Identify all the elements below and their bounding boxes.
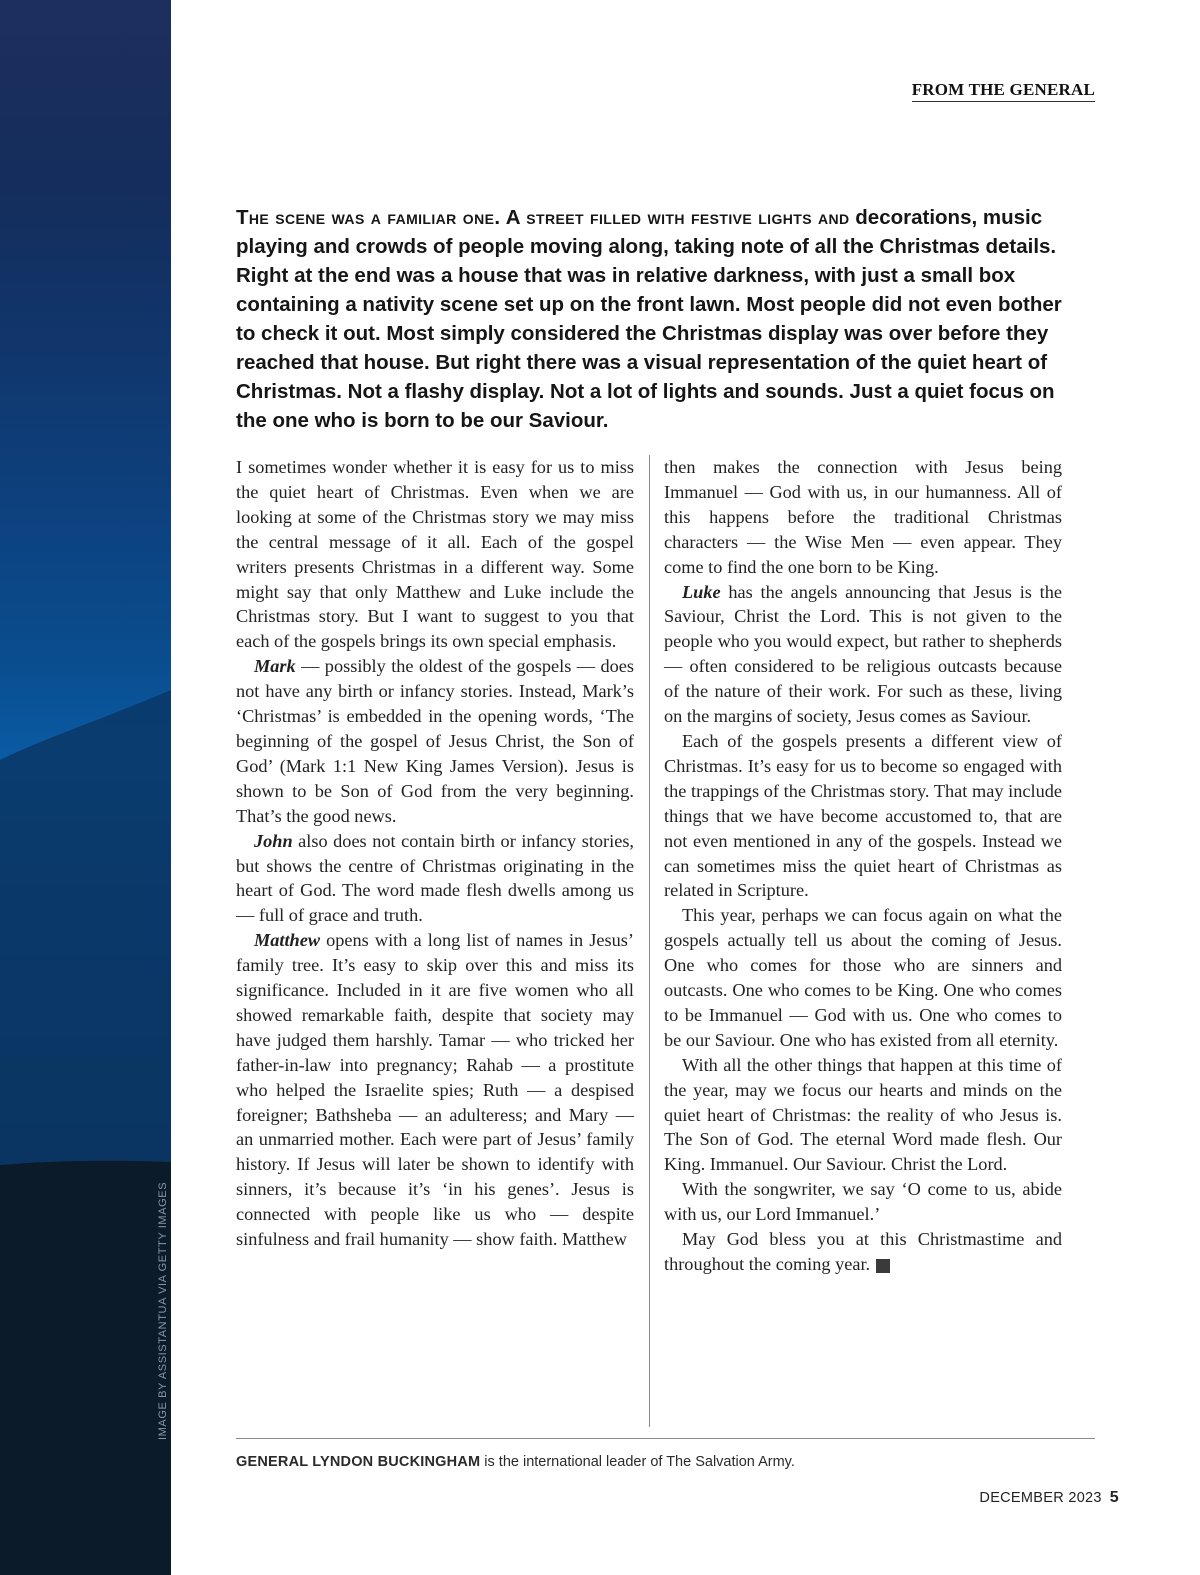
- gospel-name-luke: Luke: [682, 581, 721, 602]
- author-bio: [236, 1454, 795, 1470]
- gospel-name-matthew: Matthew: [254, 930, 321, 951]
- paragraph-john: [236, 829, 634, 929]
- salvation-army-logo-icon: ✦: [876, 1259, 890, 1273]
- paragraph-luke-text: has the angels announcing that Jesus is the Saviour, Christ the Lord. This is not given to the people who you would expect, but rather to shepherds — often considered to be religious outcasts because of the nature of their work. For such as these, living on the margins of society, Jesus comes as Saviour.: [664, 581, 1062, 727]
- paragraph-mark: [236, 654, 634, 828]
- section-label: FROM THE GENERAL: [912, 80, 1095, 102]
- paragraph-matthew-text: opens with a long list of names in Jesus’ family tree. It’s easy to skip over this and miss its significance. Included in it are five women who all showed remarkable faith, despite that society may have judged them harshly. Tamar — who tricked her father-in-law into pregnancy; Rahab — a prostitute who helped the Israelite spies; Ruth — a despised foreigner; Bathsheba — an adulteress; and Mary — an unmarried mother. Each were part of Jesus’ family history. If Jesus will later be shown to identify with sinners, it’s because it’s ‘in his genes’. Jesus is connected with people like us who — despite sinfulness and frail humanity — show faith. Matthew: [236, 930, 634, 1250]
- paragraph-9: With all the other things that happen at this time of the year, may we focus our hearts and minds on the quiet heart of Christmas: the reality of who Jesus is. The Son of God. The eternal Word made flesh. Our King. Immanuel. Our Saviour. Christ the Lord.: [664, 1054, 1062, 1175]
- article-body: [236, 455, 1064, 1427]
- lead-paragraph: [236, 203, 1066, 435]
- paragraph-11: [664, 1227, 1062, 1277]
- page-footer: [979, 1489, 1119, 1507]
- gospel-name-john: John: [254, 830, 293, 851]
- paragraph-matthew-continued: then makes the connection with Jesus being Immanuel — God with us, in our humanness. All of this happens before the traditional Christmas characters — the Wise Men — even appear. They come to find the one born to be King.: [664, 457, 1062, 577]
- issue-date: DECEMBER 2023: [979, 1490, 1102, 1506]
- paragraph-mark-text: — possibly the oldest of the gospels — does not have any birth or infancy stories. Instead, Mark’s ‘Christmas’ is embedded in the opening words, ‘The beginning of the gospel of Jesus Christ, the Son of God’ (Mark 1:1 New King James Version). Jesus is shown to be Son of God from the very beginning. That’s the good news.: [236, 656, 634, 826]
- paragraph-8: This year, perhaps we can focus again on what the gospels actually tell us about the coming of Jesus. One who comes for those who are sinners and outcasts. One who comes to be King. One who comes to be Immanuel — God with us. One who comes to be our Saviour. One who has existed from all eternity.: [664, 905, 1062, 1050]
- paragraph-11-text: May God bless you at this Christmastime and throughout the coming year.: [664, 1229, 1062, 1274]
- right-column: [650, 455, 1062, 1427]
- paragraph-7: Each of the gospels presents a different view of Christmas. It’s easy for us to become so engaged with the trappings of the Christmas story. That may include things that we have become accustomed to, that are not even mentioned in any of the gospels. Instead we can sometimes miss the quiet heart of Christmas as related in Scripture.: [664, 730, 1062, 901]
- paragraph-1: I sometimes wonder whether it is easy for us to miss the quiet heart of Christmas. Even when we are looking at some of the Christmas story we may miss the central message of it all. Each of the gospel writers presents Christmas in a different way. Some might say that only Matthew and Luke include the Christmas story. But I want to suggest to you that each of the gospels brings its own special emphasis.: [236, 457, 634, 652]
- lead-text: decorations, music playing and crowds of people moving along, taking note of all the Christmas details. Right at the end was a house that was in relative darkness, with just a small box containing a nativity scene set up on the front lawn. Most people did not even bother to check it out. Most simply considered the Christmas display was over before they reached that house. But right there was a visual representation of the quiet heart of Christmas. Not a flashy display. Not a lot of lights and sounds. Just a quiet focus on the one who is born to be our Saviour.: [236, 206, 1062, 432]
- footer-divider: [236, 1438, 1095, 1439]
- author-name: GENERAL LYNDON BUCKINGHAM: [236, 1454, 481, 1470]
- left-column: [236, 455, 650, 1427]
- page-number: 5: [1109, 1489, 1119, 1506]
- paragraph-10: With the songwriter, we say ‘O come to us, abide with us, our Lord Immanuel.’: [664, 1179, 1062, 1225]
- wave-graphic: [0, 0, 171, 1575]
- paragraph-john-text: also does not contain birth or infancy stories, but shows the centre of Christmas originating in the heart of God. The word made flesh dwells among us — full of grace and truth.: [236, 830, 634, 926]
- paragraph-luke: [664, 580, 1062, 729]
- author-bio-text: is the international leader of The Salvation Army.: [480, 1454, 795, 1470]
- paragraph-matthew: [236, 928, 634, 1252]
- decorative-side-image: [0, 0, 171, 1575]
- gospel-name-mark: Mark: [254, 656, 296, 677]
- photo-credit: IMAGE BY ASSISTANTUA VIA GETTY IMAGES: [157, 1181, 169, 1440]
- lead-small-caps: The scene was a familiar one. A street filled with festive lights and: [236, 206, 850, 229]
